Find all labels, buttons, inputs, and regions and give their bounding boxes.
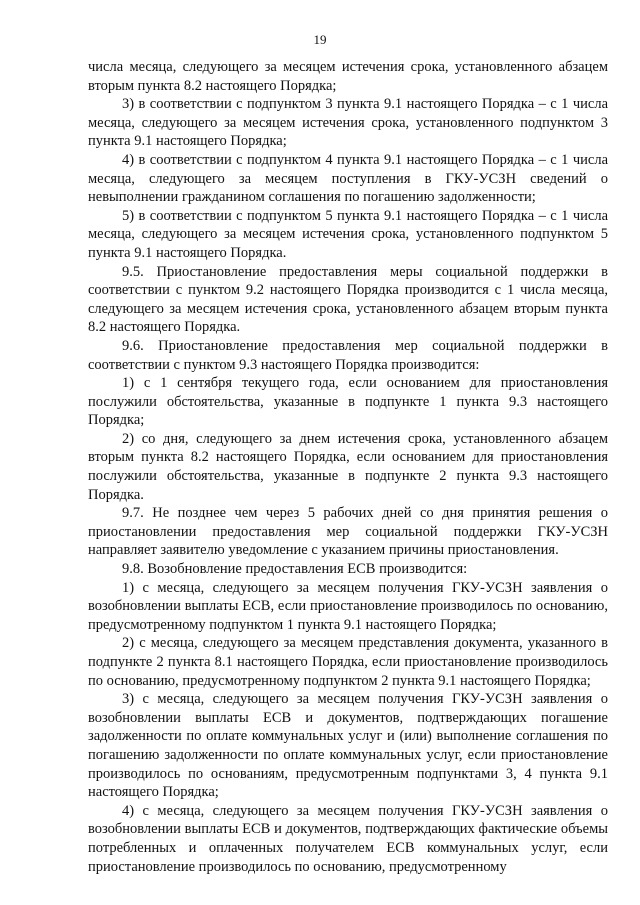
paragraph-subitem-5: 5) в соответствии с подпунктом 5 пункта 9.1 настоящего Порядка – с 1 числа месяца, следующего за месяцем истечения срока, установленного подпунктом 5 пункта 9.1 настоящего Порядка. (88, 207, 608, 261)
paragraph-clause-9-6-item-1: 1) с 1 сентября текущего года, если основанием для приостановления послужили обстоятельства, указанные в подпункте 1 пункта 9.3 настоящего Порядка; (88, 375, 608, 429)
paragraph-clause-9-6: 9.6. Приостановление предоставления мер социальной поддержки в соответствии с пунктом 9.3 настоящего Порядка производится: (88, 337, 608, 373)
paragraph-clause-9-8-item-1: 1) с месяца, следующего за месяцем получения ГКУ-УСЗН заявления о возобновлении выплаты ЕСВ, если приостановление производилось по основанию, предусмотренному подпунктом 1 пункта 9.1 настоящего Порядка; (88, 579, 608, 633)
paragraph-clause-9-8-item-2: 2) с месяца, следующего за месяцем представления документа, указанного в подпункте 2 пункта 8.1 настоящего Порядка, если приостановление производилось по основанию, предусмотренному подпунктом 2 пункта 9.1 настоящего Порядка; (88, 635, 608, 689)
paragraph-subitem-3: 3) в соответствии с подпунктом 3 пункта 9.1 настоящего Порядка – с 1 числа месяца, следующего за месяцем истечения срока, установленного подпунктом 3 пункта 9.1 настоящего Порядка; (88, 96, 608, 150)
paragraph-clause-9-8: 9.8. Возобновление предоставления ЕСВ производится: (122, 561, 468, 578)
paragraph-clause-9-8-item-3: 3) с месяца, следующего за месяцем получения ГКУ-УСЗН заявления о возобновлении выплаты ЕСВ и документов, подтверждающих погашение задолженности по оплате коммунальных услуг и (или) выполнение соглашения по погашению задолженности по оплате коммунальных услуг, если приостановление производилось по основаниям, предусмотренным подпунктами 3, 4 пункта 9.1 настоящего Порядка; (88, 691, 608, 801)
paragraph-clause-9-5: 9.5. Приостановление предоставления меры социальной поддержки в соответствии с пунктом 9.2 настоящего Порядка производится с 1 числа месяца, следующего за месяцем истечения срока, установленного абзацем вторым пункта 8.2 настоящего Порядка. (88, 263, 608, 336)
paragraph-subitem-4: 4) в соответствии с подпунктом 4 пункта 9.1 настоящего Порядка – с 1 числа месяца, следующего за месяцем поступления в ГКУ-УСЗН сведений о невыполнении гражданином соглашения по погашению задолженности; (88, 151, 608, 206)
paragraph-clause-9-6-item-2: 2) со дня, следующего за днем истечения срока, установленного абзацем вторым пункта 8.2 настоящего Порядка, если основанием для приостановления послужили обстоятельства, указанные в подпункте 2 пункта 9.3 настоящего Порядка. (88, 430, 608, 503)
paragraph-continuation: числа месяца, следующего за месяцем истечения срока, установленного абзацем вторым пункта 8.2 настоящего Порядка; (88, 59, 608, 94)
paragraph-clause-9-8-item-4: 4) с месяца, следующего за месяцем получения ГКУ-УСЗН заявления о возобновлении выплаты ЕСВ и документов, подтверждающих фактические объемы потребленных и оплаченных получателем ЕСВ коммунальных услуг, если приостановление производилось по основанию, предусмотренному (88, 802, 608, 875)
paragraph-clause-9-7: 9.7. Не позднее чем через 5 рабочих дней со дня принятия решения о приостановлении предоставления мер социальной поддержки ГКУ-УСЗН направляет заявителю уведомление с указанием причины приостановления. (88, 505, 608, 559)
page-number: 19 (313, 32, 327, 47)
document-body (88, 58, 608, 876)
